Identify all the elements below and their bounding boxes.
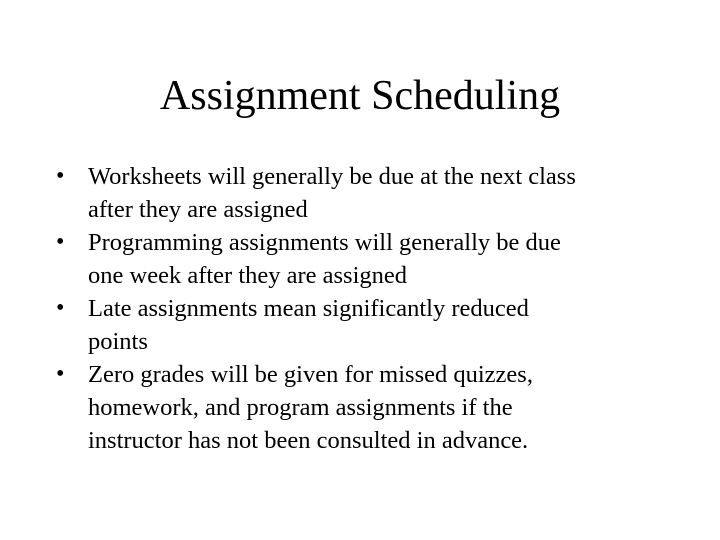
bullet-list (56, 160, 716, 457)
bullet-text-line: Late assignments mean significantly reduced (88, 295, 529, 322)
bullet-text-line: one week after they are assigned (88, 262, 408, 289)
bullet-icon: • (56, 361, 65, 387)
bullet-icon: • (56, 163, 65, 189)
bullet-icon: • (56, 229, 65, 255)
bullet-text-line: after they are assigned (88, 196, 308, 223)
bullet-text-line: Zero grades will be given for missed quizzes, (88, 361, 533, 388)
bullet-item-worksheets (56, 160, 716, 226)
bullet-icon: • (56, 295, 65, 321)
bullet-text-line: Programming assignments will generally be due (88, 229, 561, 256)
bullet-text-line: Worksheets will generally be due at the next class (88, 163, 576, 190)
bullet-text-line: instructor has not been consulted in advance. (88, 427, 529, 454)
bullet-item-late (56, 292, 716, 358)
bullet-text-line: homework, and program assignments if the (88, 394, 513, 421)
bullet-item-programming (56, 226, 716, 292)
bullet-item-zero-grades (56, 358, 716, 457)
slide-title: Assignment Scheduling (159, 73, 561, 119)
bullet-text-line: points (88, 328, 148, 355)
